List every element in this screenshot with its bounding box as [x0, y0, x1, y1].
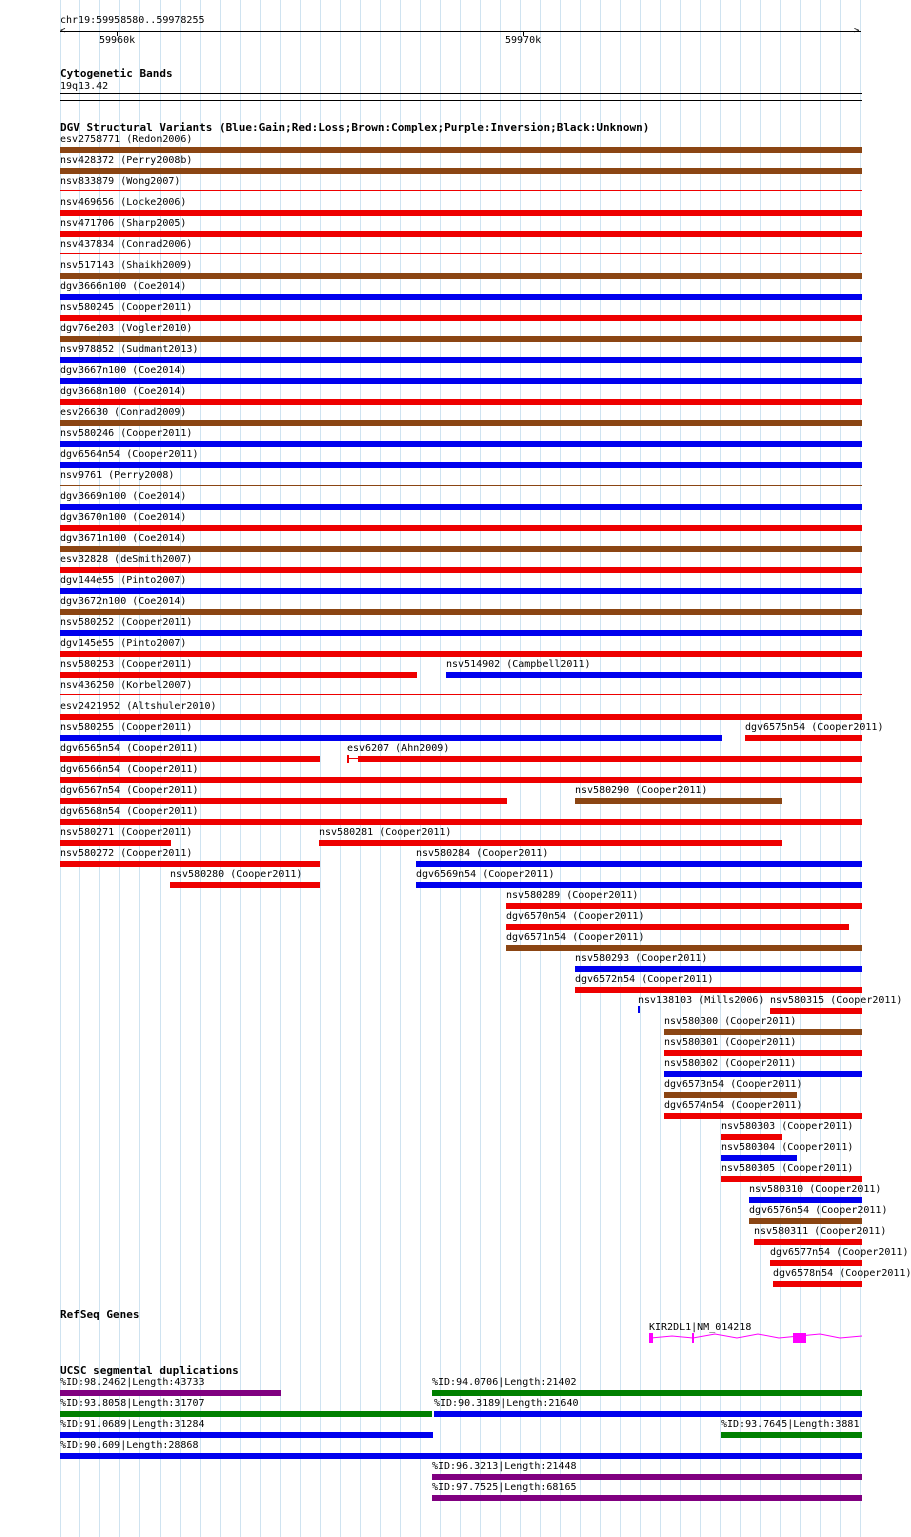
segdup-feature-bar[interactable] — [432, 1390, 862, 1396]
dgv-feature-label[interactable]: nsv580305 (Cooper2011) — [721, 1163, 854, 1174]
dgv-feature-label[interactable]: esv32828 (deSmith2007) — [60, 554, 193, 565]
dgv-feature-label[interactable]: dgv3666n100 (Coe2014) — [60, 281, 187, 292]
dgv-feature-label[interactable]: nsv580289 (Cooper2011) — [506, 890, 639, 901]
cytobands-track-title[interactable]: Cytogenetic Bands — [60, 67, 173, 80]
dgv-feature-label[interactable]: nsv428372 (Perry2008b) — [60, 155, 193, 166]
segdup-feature-bar[interactable] — [432, 1474, 862, 1480]
segdup-feature-bar[interactable] — [60, 1432, 433, 1438]
dgv-feature-label[interactable]: dgv6571n54 (Cooper2011) — [506, 932, 645, 943]
dgv-feature-label[interactable]: esv6207 (Ahn2009) — [347, 743, 450, 754]
dgv-feature-label[interactable]: dgv6573n54 (Cooper2011) — [664, 1079, 803, 1090]
dgv-feature-label[interactable]: dgv6577n54 (Cooper2011) — [770, 1247, 909, 1258]
gene-exon — [692, 1333, 694, 1343]
dgv-feature-label[interactable]: nsv436250 (Korbel2007) — [60, 680, 193, 691]
dgv-feature-label[interactable]: dgv6565n54 (Cooper2011) — [60, 743, 199, 754]
gene-exon — [793, 1333, 806, 1343]
dgv-feature-label[interactable]: nsv580252 (Cooper2011) — [60, 617, 193, 628]
gene-exon — [649, 1333, 653, 1343]
cytoband-label: 19q13.42 — [60, 81, 109, 92]
dgv-feature-label[interactable]: nsv580272 (Cooper2011) — [60, 848, 193, 859]
dgv-feature-label[interactable]: nsv580302 (Cooper2011) — [664, 1058, 797, 1069]
dgv-feature-label[interactable]: esv2421952 (Altshuler2010) — [60, 701, 217, 712]
dgv-feature-label[interactable]: nsv580271 (Cooper2011) — [60, 827, 193, 838]
dgv-feature-label[interactable]: dgv6570n54 (Cooper2011) — [506, 911, 645, 922]
dgv-feature-label[interactable]: nsv580245 (Cooper2011) — [60, 302, 193, 313]
dgv-feature-label[interactable]: nsv580246 (Cooper2011) — [60, 428, 193, 439]
dgv-feature-label[interactable]: nsv580315 (Cooper2011) — [770, 995, 903, 1006]
segdup-feature-bar[interactable] — [60, 1411, 432, 1417]
dgv-feature-label[interactable]: nsv580300 (Cooper2011) — [664, 1016, 797, 1027]
segdup-feature-label[interactable]: %ID:93.7645|Length:3881 — [721, 1419, 860, 1430]
dgv-feature-label[interactable]: nsv580293 (Cooper2011) — [575, 953, 708, 964]
ruler-right-arrow: > — [854, 26, 860, 36]
dgv-feature-label[interactable]: nsv9761 (Perry2008) — [60, 470, 175, 481]
segdup-feature-bar[interactable] — [434, 1411, 862, 1417]
dgv-feature-label[interactable]: dgv144e55 (Pinto2007) — [60, 575, 187, 586]
dgv-feature-label[interactable]: dgv3669n100 (Coe2014) — [60, 491, 187, 502]
dgv-feature-label[interactable]: nsv833879 (Wong2007) — [60, 176, 181, 187]
dgv-feature-label[interactable]: nsv138103 (Mills2006) — [638, 995, 765, 1006]
dgv-feature-label[interactable]: nsv580253 (Cooper2011) — [60, 659, 193, 670]
dgv-feature-label[interactable]: nsv517143 (Shaikh2009) — [60, 260, 193, 271]
dgv-feature-label[interactable]: dgv6572n54 (Cooper2011) — [575, 974, 714, 985]
dgv-feature-label[interactable]: dgv3670n100 (Coe2014) — [60, 512, 187, 523]
dgv-feature-label[interactable]: dgv6564n54 (Cooper2011) — [60, 449, 199, 460]
dgv-feature-label[interactable]: dgv3671n100 (Coe2014) — [60, 533, 187, 544]
dgv-feature-label[interactable]: dgv6568n54 (Cooper2011) — [60, 806, 199, 817]
segdup-feature-label[interactable]: %ID:94.0706|Length:21402 — [432, 1377, 577, 1388]
dgv-feature-label[interactable]: nsv978852 (Sudmant2013) — [60, 344, 199, 355]
dgv-feature-label[interactable]: nsv580301 (Cooper2011) — [664, 1037, 797, 1048]
dgv-feature-label[interactable]: nsv580280 (Cooper2011) — [170, 869, 303, 880]
dgv-feature-label[interactable]: nsv471706 (Sharp2005) — [60, 218, 187, 229]
gene-intron-line — [651, 1334, 862, 1338]
dgv-feature-label[interactable]: nsv580290 (Cooper2011) — [575, 785, 708, 796]
ruler-left-arrow: < — [60, 26, 66, 36]
dgv-feature-label[interactable]: nsv580304 (Cooper2011) — [721, 1142, 854, 1153]
dgv-feature-label[interactable]: dgv6567n54 (Cooper2011) — [60, 785, 199, 796]
dgv-feature-label[interactable]: nsv580284 (Cooper2011) — [416, 848, 549, 859]
refseq-gene-label[interactable]: KIR2DL1|NM_014218 — [649, 1322, 752, 1333]
segdup-feature-label[interactable]: %ID:93.8058|Length:31707 — [60, 1398, 205, 1409]
dgv-feature-label[interactable]: dgv6566n54 (Cooper2011) — [60, 764, 199, 775]
ruler-tick-label: 59970k — [505, 35, 542, 46]
segdup-feature-bar[interactable] — [60, 1390, 281, 1396]
dgv-feature-label[interactable]: dgv6569n54 (Cooper2011) — [416, 869, 555, 880]
segdup-feature-label[interactable]: %ID:90.609|Length:28868 — [60, 1440, 199, 1451]
dgv-track-title[interactable]: DGV Structural Variants (Blue:Gain;Red:Loss;Brown:Complex;Purple:Inversion;Black:Unknown) — [60, 121, 650, 134]
segdup-feature-bar[interactable] — [60, 1453, 862, 1459]
dgv-feature-label[interactable]: dgv3668n100 (Coe2014) — [60, 386, 187, 397]
dgv-feature-label[interactable]: dgv6578n54 (Cooper2011) — [773, 1268, 911, 1279]
dgv-feature-label[interactable]: dgv145e55 (Pinto2007) — [60, 638, 187, 649]
segdup-feature-label[interactable]: %ID:90.3189|Length:21640 — [434, 1398, 579, 1409]
dgv-feature-label[interactable]: nsv580303 (Cooper2011) — [721, 1121, 854, 1132]
segdup-track-title[interactable]: UCSC segmental duplications — [60, 1364, 239, 1377]
segdup-feature-label[interactable]: %ID:96.3213|Length:21448 — [432, 1461, 577, 1472]
dgv-feature-label[interactable]: nsv580255 (Cooper2011) — [60, 722, 193, 733]
segdup-feature-label[interactable]: %ID:98.2462|Length:43733 — [60, 1377, 205, 1388]
dgv-feature-label[interactable]: nsv580310 (Cooper2011) — [749, 1184, 882, 1195]
dgv-feature-label[interactable]: esv26630 (Conrad2009) — [60, 407, 187, 418]
dgv-feature-label[interactable]: esv2758771 (Redon2006) — [60, 134, 193, 145]
dgv-feature-label[interactable]: dgv76e203 (Vogler2010) — [60, 323, 193, 334]
dgv-feature-label[interactable]: nsv580281 (Cooper2011) — [319, 827, 452, 838]
segdup-feature-label[interactable]: %ID:91.0689|Length:31284 — [60, 1419, 205, 1430]
refseq-track-title[interactable]: RefSeq Genes — [60, 1308, 140, 1321]
ruler-tick-label: 59960k — [99, 35, 136, 46]
segdup-feature-bar[interactable] — [721, 1432, 862, 1438]
dgv-feature-label[interactable]: dgv3667n100 (Coe2014) — [60, 365, 187, 376]
dgv-feature-label[interactable]: nsv514902 (Campbell2011) — [446, 659, 591, 670]
segdup-feature-bar[interactable] — [432, 1495, 862, 1501]
dgv-feature-label[interactable]: nsv580311 (Cooper2011) — [754, 1226, 887, 1237]
dgv-feature-label[interactable]: nsv469656 (Locke2006) — [60, 197, 187, 208]
location-label: chr19:59958580..59978255 — [60, 15, 205, 26]
dgv-feature-label[interactable]: dgv6576n54 (Cooper2011) — [749, 1205, 888, 1216]
dgv-feature-label[interactable]: nsv437834 (Conrad2006) — [60, 239, 193, 250]
dgv-feature-label[interactable]: dgv3672n100 (Coe2014) — [60, 596, 187, 607]
segdup-feature-label[interactable]: %ID:97.7525|Length:68165 — [432, 1482, 577, 1493]
dgv-feature-label[interactable]: dgv6574n54 (Cooper2011) — [664, 1100, 803, 1111]
dgv-feature-label[interactable]: dgv6575n54 (Cooper2011) — [745, 722, 884, 733]
